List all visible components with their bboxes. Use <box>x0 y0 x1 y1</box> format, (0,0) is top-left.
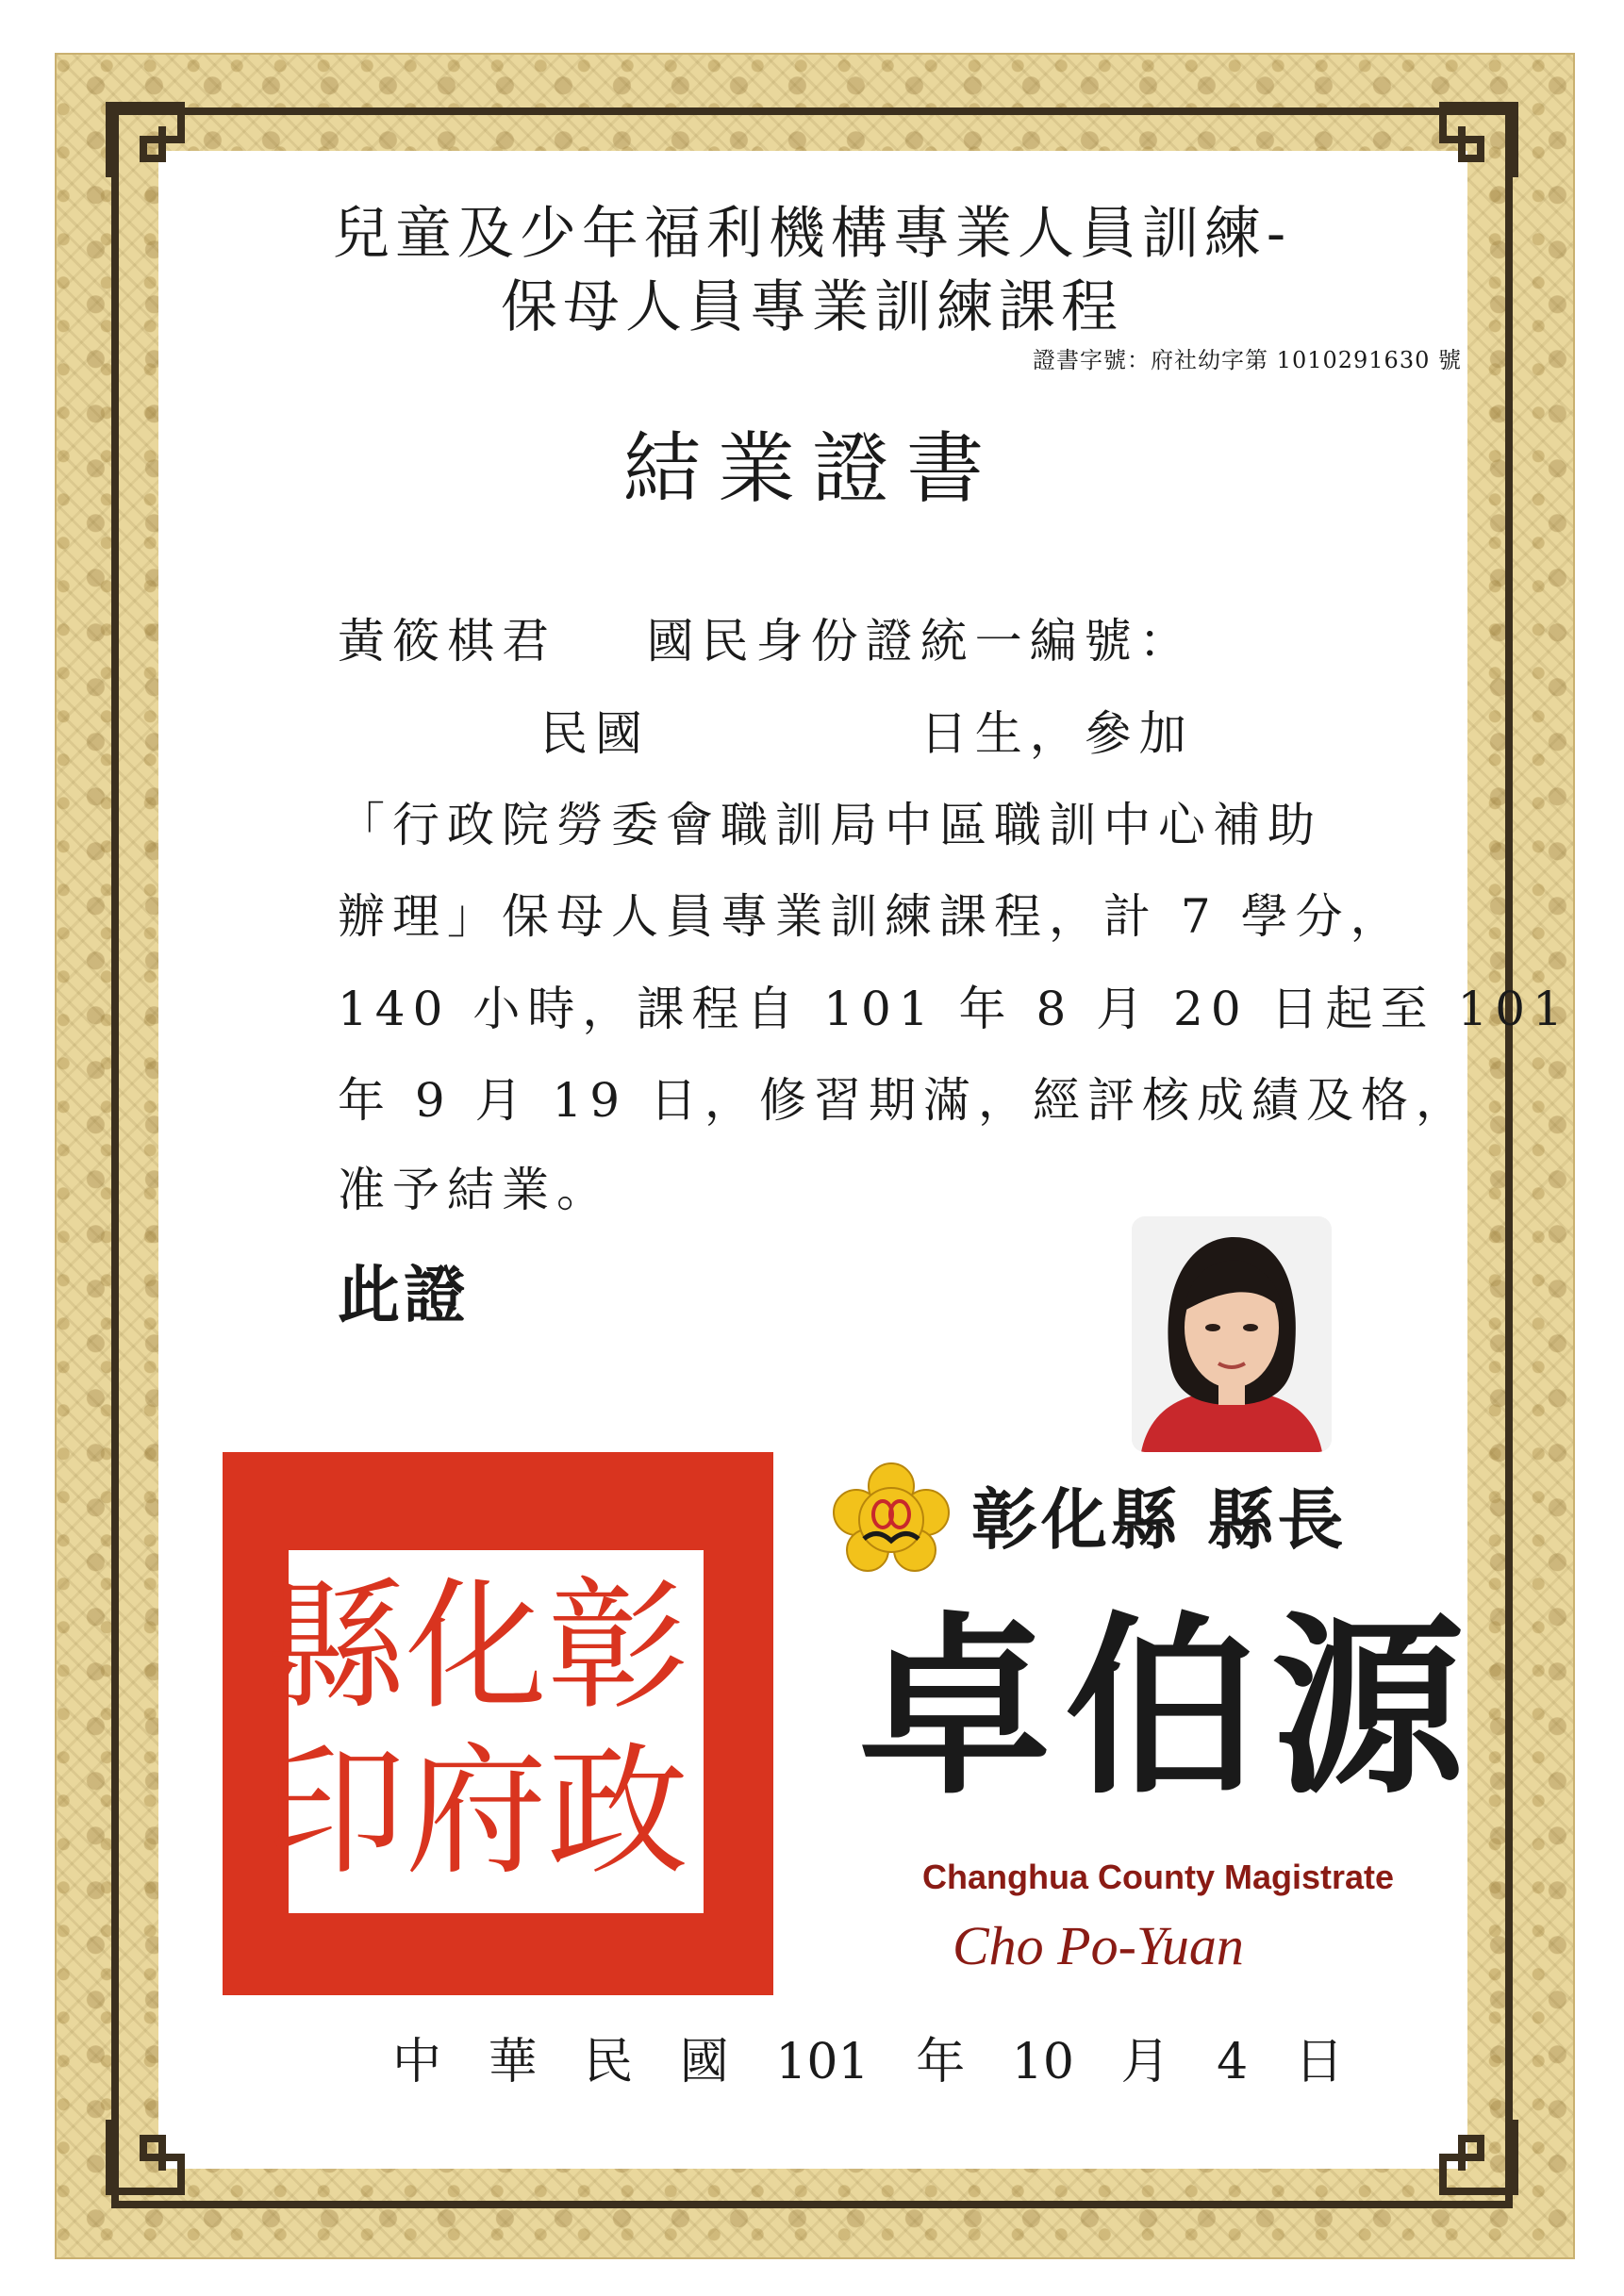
corner-ornament-top-right <box>1435 98 1522 185</box>
plum-blossom-emblem-icon <box>830 1462 953 1575</box>
seal-glyph: 政 <box>546 1730 688 1894</box>
issue-date: 中 華 民 國 101 年 10 月 4 日 <box>392 2034 1344 2090</box>
corner-ornament-bottom-left <box>102 2112 189 2199</box>
body-line-6: 年 9 月 19 日，修習期滿，經評核成績及格， <box>338 1073 1471 1128</box>
english-title: Changhua County Magistrate <box>922 1858 1395 1896</box>
certificate-number: 證書字號：府社幼字第 1010291630 號 <box>1033 347 1462 373</box>
id-photo <box>1132 1216 1332 1452</box>
seal-glyph: 府 <box>405 1730 547 1894</box>
magistrate-signature: 卓伯源 <box>858 1596 1478 1821</box>
certificate-title: 結業證書 <box>622 424 1001 514</box>
closing-text: 此證 <box>338 1258 470 1331</box>
body-line-5: 140 小時，課程自 101 年 8 月 20 日起至 101 <box>338 982 1570 1036</box>
seal-glyph: 縣 <box>263 1565 406 1729</box>
body-line-4: 辦理」保母人員專業訓練課程，計 7 學分， <box>338 889 1405 944</box>
seal-glyph: 化 <box>405 1565 547 1729</box>
seal-characters <box>263 1565 688 1895</box>
course-title-line-1: 兒童及少年福利機構專業人員訓練- <box>332 201 1292 267</box>
body-line-3: 「行政院勞委會職訓局中區職訓中心補助 <box>338 798 1322 852</box>
course-title-line-2: 保母人員專業訓練課程 <box>501 274 1123 340</box>
seal-glyph: 印 <box>263 1730 406 1894</box>
issuer-office: 彰化縣 縣長 <box>971 1481 1348 1559</box>
body-line-1: 黃筱棋君 國民身份證統一編號： <box>338 614 1194 669</box>
corner-ornament-top-left <box>102 98 189 185</box>
english-name: Cho Po-Yuan <box>953 1915 1244 1976</box>
body-line-2: 民國 日生，參加 <box>338 706 1194 761</box>
seal-glyph: 彰 <box>546 1565 688 1729</box>
body-line-7: 准予結業。 <box>338 1163 611 1217</box>
corner-ornament-bottom-right <box>1435 2112 1522 2199</box>
